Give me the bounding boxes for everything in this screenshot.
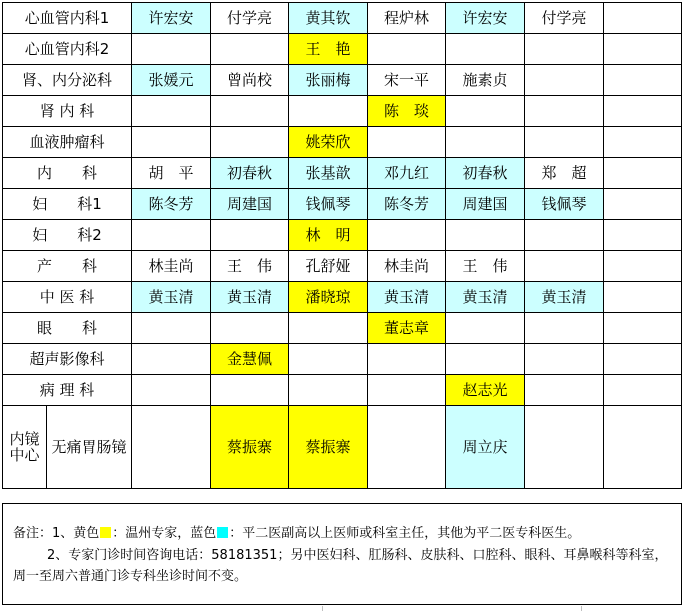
doctor-cell (289, 344, 368, 375)
doctor-cell: 周建国 (446, 189, 525, 220)
doctor-cell: 姚荣欣 (289, 127, 368, 158)
doctor-cell: 黄玉清 (525, 282, 604, 313)
doctor-cell (604, 65, 682, 96)
doctor-cell (525, 34, 604, 65)
doctor-cell: 王 伟 (446, 251, 525, 282)
doctor-cell: 蔡振寨 (211, 406, 289, 489)
doctor-cell: 林圭尚 (368, 251, 446, 282)
schedule-row (3, 127, 682, 158)
schedule-row (3, 282, 682, 313)
doctor-cell: 黄其钦 (289, 3, 368, 34)
doctor-cell (368, 344, 446, 375)
endoscopy-dept-label: 无痛胃肠镜 (47, 406, 132, 489)
doctor-cell: 邓九红 (368, 158, 446, 189)
doctor-cell (211, 34, 289, 65)
doctor-cell: 宋一平 (368, 65, 446, 96)
doctor-cell (132, 375, 211, 406)
doctor-cell (525, 313, 604, 344)
doctor-cell: 陈冬芳 (368, 189, 446, 220)
doctor-cell: 胡 平 (132, 158, 211, 189)
doctor-cell: 钱佩琴 (289, 189, 368, 220)
doctor-cell (604, 313, 682, 344)
doctor-cell: 张媛元 (132, 65, 211, 96)
doctor-cell: 黄玉清 (368, 282, 446, 313)
doctor-cell (211, 96, 289, 127)
endoscopy-center-label (3, 406, 47, 489)
doctor-cell: 许宏安 (446, 3, 525, 34)
notes-box (2, 503, 682, 605)
doctor-cell (525, 375, 604, 406)
doctor-cell (211, 313, 289, 344)
doctor-cell (604, 344, 682, 375)
doctor-cell: 张基歆 (289, 158, 368, 189)
doctor-cell: 黄玉清 (132, 282, 211, 313)
schedule-row (3, 313, 682, 344)
doctor-cell (132, 220, 211, 251)
department-label: 血液肿瘤科 (3, 127, 132, 158)
doctor-cell: 付学亮 (211, 3, 289, 34)
doctor-cell: 施素贞 (446, 65, 525, 96)
note-1 (13, 523, 580, 544)
doctor-cell: 曾尚校 (211, 65, 289, 96)
department-label: 妇 科2 (3, 220, 132, 251)
doctor-cell (368, 220, 446, 251)
schedule-row (3, 344, 682, 375)
doctor-cell (289, 313, 368, 344)
schedule-row (3, 375, 682, 406)
doctor-cell (132, 96, 211, 127)
doctor-cell: 郑 超 (525, 158, 604, 189)
endoscopy-center-text: 内镜中心 (9, 430, 40, 464)
doctor-cell (132, 313, 211, 344)
department-label: 心血管内科2 (3, 34, 132, 65)
doctor-cell (525, 127, 604, 158)
doctor-cell (289, 375, 368, 406)
doctor-cell: 付学亮 (525, 3, 604, 34)
blue-swatch (217, 527, 228, 538)
doctor-cell (446, 96, 525, 127)
schedule-row (3, 96, 682, 127)
doctor-cell: 王 伟 (211, 251, 289, 282)
doctor-cell: 潘晓琼 (289, 282, 368, 313)
department-label: 肾 内 科 (3, 96, 132, 127)
doctor-cell (604, 34, 682, 65)
scroll-mark (322, 606, 323, 611)
note-1-middle: ：温州专家，蓝色 (112, 526, 217, 541)
schedule-row (3, 3, 682, 34)
doctor-cell (446, 220, 525, 251)
doctor-cell: 黄玉清 (211, 282, 289, 313)
department-label: 产 科 (3, 251, 132, 282)
schedule-row (3, 251, 682, 282)
doctor-cell (604, 406, 682, 489)
doctor-cell: 初春秋 (446, 158, 525, 189)
doctor-cell: 初春秋 (211, 158, 289, 189)
doctor-cell (132, 127, 211, 158)
doctor-cell (525, 344, 604, 375)
schedule-row (3, 65, 682, 96)
doctor-cell (368, 406, 446, 489)
doctor-cell: 周建国 (211, 189, 289, 220)
department-label: 病 理 科 (3, 375, 132, 406)
doctor-cell: 蔡振寨 (289, 406, 368, 489)
doctor-cell (604, 3, 682, 34)
doctor-cell: 林 明 (289, 220, 368, 251)
schedule-row (3, 189, 682, 220)
doctor-cell (289, 96, 368, 127)
doctor-cell (132, 406, 211, 489)
doctor-cell (604, 282, 682, 313)
schedule-row (3, 158, 682, 189)
doctor-cell (604, 220, 682, 251)
department-label: 超声影像科 (3, 344, 132, 375)
department-label: 内 科 (3, 158, 132, 189)
doctor-cell (211, 220, 289, 251)
note-1-prefix: 备注：1、黄色 (13, 526, 100, 541)
doctor-cell (132, 344, 211, 375)
doctor-cell: 王 艳 (289, 34, 368, 65)
doctor-cell: 赵志光 (446, 375, 525, 406)
doctor-cell: 陈 琰 (368, 96, 446, 127)
doctor-cell (446, 127, 525, 158)
doctor-cell: 张丽梅 (289, 65, 368, 96)
yellow-swatch (100, 527, 111, 538)
doctor-cell (132, 34, 211, 65)
doctor-cell (368, 375, 446, 406)
department-label: 眼 科 (3, 313, 132, 344)
doctor-cell: 黄玉清 (446, 282, 525, 313)
doctor-cell (525, 406, 604, 489)
doctor-cell (446, 313, 525, 344)
doctor-cell (368, 127, 446, 158)
doctor-cell (604, 375, 682, 406)
doctor-cell: 陈冬芳 (132, 189, 211, 220)
schedule-row (3, 220, 682, 251)
schedule-body (3, 3, 682, 489)
note-2: 2、专家门诊时间咨询电话：58181351；另中医妇科、肛肠科、皮肤科、口腔科、眼科、耳鼻喉科等科室，周一至周六普通门诊专科坐诊时间不变。 (13, 548, 668, 584)
endoscopy-row (3, 406, 682, 489)
department-label: 心血管内科1 (3, 3, 132, 34)
doctor-cell (446, 34, 525, 65)
department-label: 中 医 科 (3, 282, 132, 313)
doctor-cell: 董志章 (368, 313, 446, 344)
doctor-cell: 孔舒娅 (289, 251, 368, 282)
doctor-cell (525, 65, 604, 96)
doctor-cell (604, 96, 682, 127)
doctor-cell: 林圭尚 (132, 251, 211, 282)
clinic-schedule-table (2, 2, 682, 489)
doctor-cell: 钱佩琴 (525, 189, 604, 220)
doctor-cell: 许宏安 (132, 3, 211, 34)
schedule-row (3, 34, 682, 65)
doctor-cell (604, 127, 682, 158)
doctor-cell: 金慧佩 (211, 344, 289, 375)
doctor-cell (525, 220, 604, 251)
doctor-cell (211, 375, 289, 406)
doctor-cell (211, 127, 289, 158)
doctor-cell (368, 34, 446, 65)
note-1-suffix: ：平二医副高以上医师或科室主任，其他为平二医专科医生。 (229, 526, 581, 541)
doctor-cell (446, 344, 525, 375)
doctor-cell (525, 251, 604, 282)
doctor-cell (604, 189, 682, 220)
doctor-cell (604, 251, 682, 282)
doctor-cell: 周立庆 (446, 406, 525, 489)
doctor-cell (604, 158, 682, 189)
doctor-cell (525, 96, 604, 127)
department-label: 肾、内分泌科 (3, 65, 132, 96)
department-label: 妇 科1 (3, 189, 132, 220)
doctor-cell: 程炉林 (368, 3, 446, 34)
scroll-mark (581, 606, 582, 611)
